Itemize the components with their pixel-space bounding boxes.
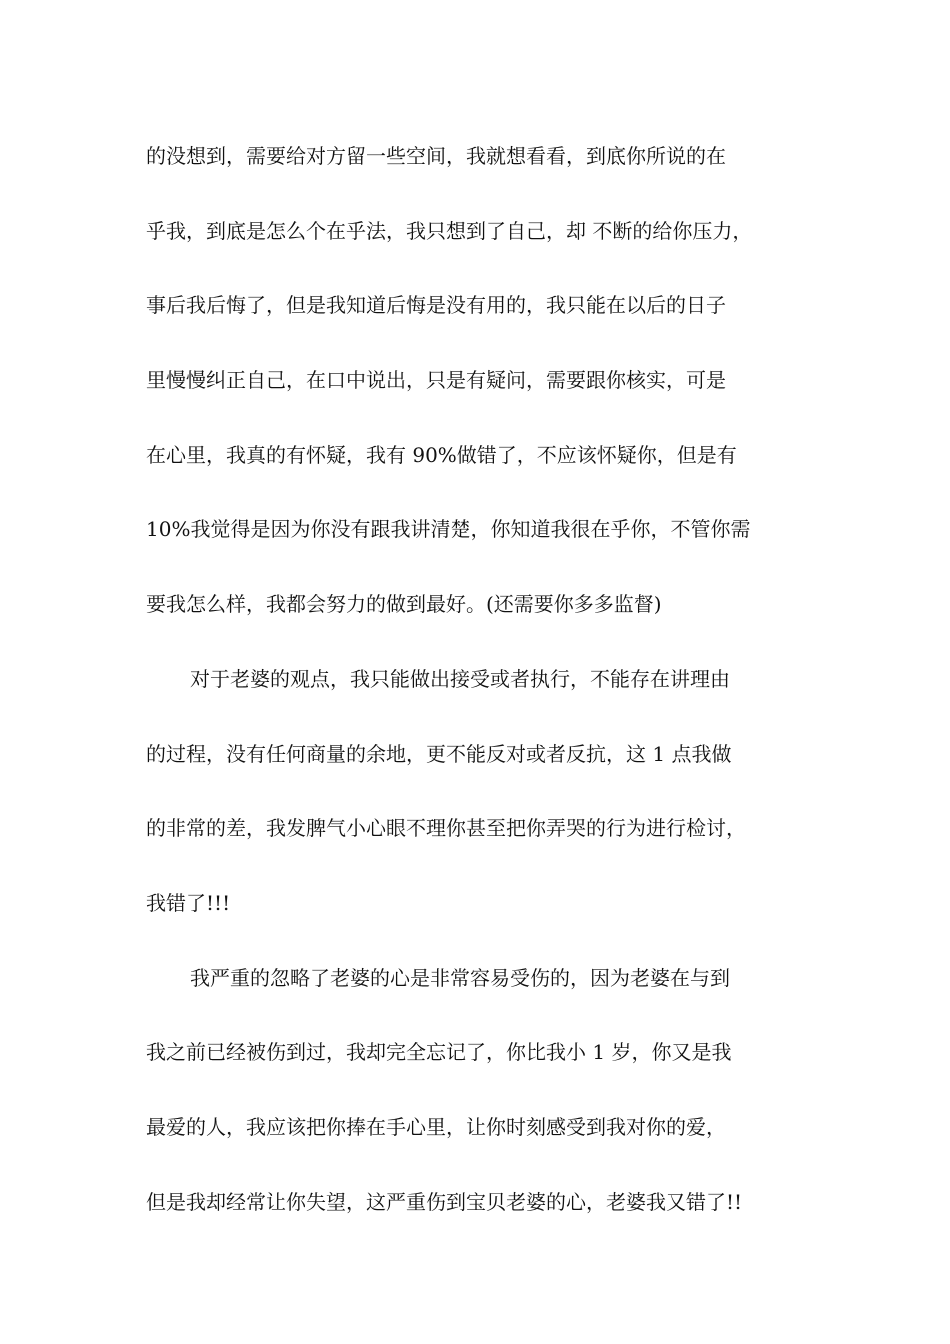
text-line: 最爱的人，我应该把你捧在手心里，让你时刻感受到我对你的爱， — [146, 1114, 726, 1139]
text-line: 的非常的差，我发脾气小心眼不理你甚至把你弄哭的行为进行检讨， — [146, 816, 746, 841]
paragraph-2 — [146, 651, 846, 950]
paragraph-3 — [146, 950, 846, 1230]
text-line: 我之前已经被伤到过，我却完全忘记了，你比我小 1 岁，你又是我 — [146, 1040, 732, 1065]
paragraph-1 — [146, 128, 846, 651]
text-line: 我严重的忽略了老婆的心是非常容易受伤的，因为老婆在与到 — [190, 965, 730, 990]
text-line: 的没想到，需要给对方留一些空间，我就想看看，到底你所说的在 — [146, 144, 726, 168]
text-line: 事后我后悔了，但是我知道后悔是没有用的，我只能在以后的日子 — [146, 293, 726, 318]
text-line: 在心里，我真的有怀疑，我有 90%做错了，不应该怀疑你，但是有 — [146, 442, 737, 467]
text-line: 对于老婆的观点，我只能做出接受或者执行，不能存在讲理由 — [190, 666, 730, 691]
text-line: 乎我，到底是怎么个在乎法，我只想到了自己，却 不断的给你压力， — [146, 218, 753, 243]
text-line: 里慢慢纠正自己，在口中说出，只是有疑问，需要跟你核实，可是 — [146, 368, 726, 393]
text-line: 10%我觉得是因为你没有跟我讲清楚，你知道我很在乎你，不管你需 — [146, 517, 751, 542]
document-body — [146, 128, 846, 1230]
text-line: 要我怎么样，我都会努力的做到最好。(还需要你多多监督) — [146, 592, 662, 617]
text-line: 我错了!!! — [146, 890, 231, 915]
text-line: 的过程，没有任何商量的余地，更不能反对或者反抗，这 1 点我做 — [146, 741, 732, 766]
text-line: 但是我却经常让你失望，这严重伤到宝贝老婆的心，老婆我又错了!! — [146, 1189, 743, 1214]
